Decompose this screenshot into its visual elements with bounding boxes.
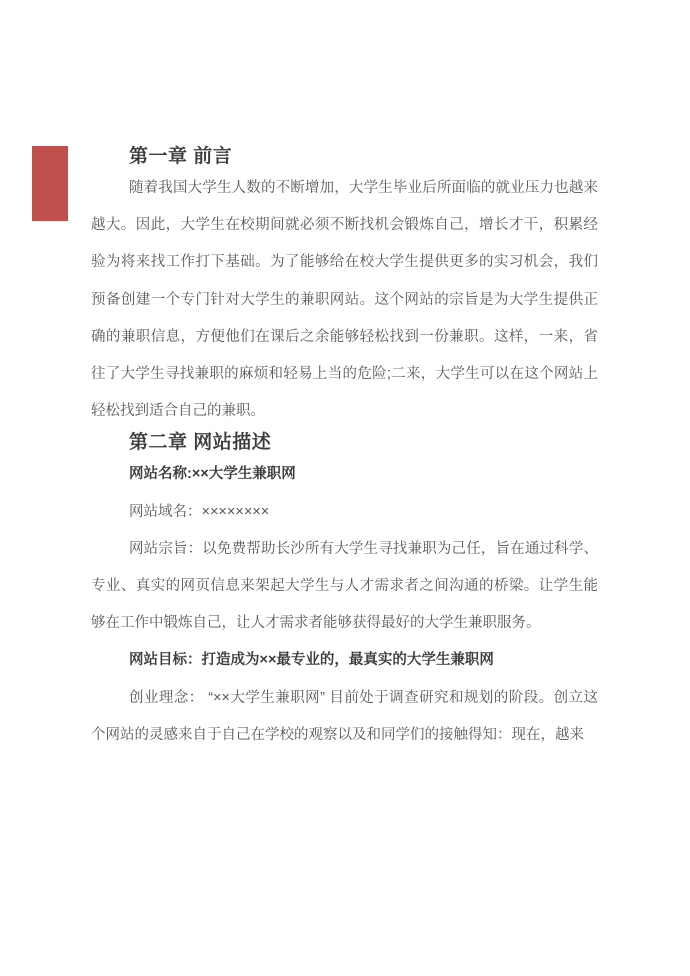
chapter-1-paragraph: 随着我国大学生人数的不断增加，大学生毕业后所面临的就业压力也越来越大。因此，大学生在校期间就必须不断找机会锻炼自己，增长才干，积累经验为将来找工作打下基础。为了能够给在校大学生提供更多的实习机会，我们预备创建一个专门针对大学生的兼职网站。这个网站的宗旨是为大学生提供正确的兼职信息，方便他们在课后之余能够轻松找到一份兼职。这样，一来，省往了大学生寻找兼职的麻烦和轻易上当的危险;二来，大学生可以在这个网站上轻松找到适合自己的兼职。: [91, 180, 598, 420]
document-body: [91, 0, 598, 754]
site-mission-paragraph: 网站宗旨：以免费帮助长沙所有大学生寻找兼职为己任，旨在通过科学、专业、真实的网页信息来架起大学生与人才需求者之间沟通的桥梁。让学生能够在工作中锻炼自己，让人才需求者能够获得最好的大学生兼职服务。: [91, 540, 598, 632]
site-name-line: 网站名称:××大学生兼职网: [129, 466, 296, 483]
business-idea-paragraph: 创业理念： “××大学生兼职网” 目前处于调查研究和规划的阶段。创立这个网站的灵感来自于自己在学校的观察以及和同学们的接触得知：现在，越来: [91, 689, 598, 743]
chapter-1-title: 第一章 前言: [129, 146, 233, 167]
chapter-2-title: 第二章 网站描述: [129, 432, 272, 454]
site-goal-line: 网站目标：打造成为××最专业的，最真实的大学生兼职网: [129, 652, 494, 669]
site-domain-line: 网站域名：××××××××: [129, 503, 270, 520]
red-accent-bar: [32, 146, 68, 221]
